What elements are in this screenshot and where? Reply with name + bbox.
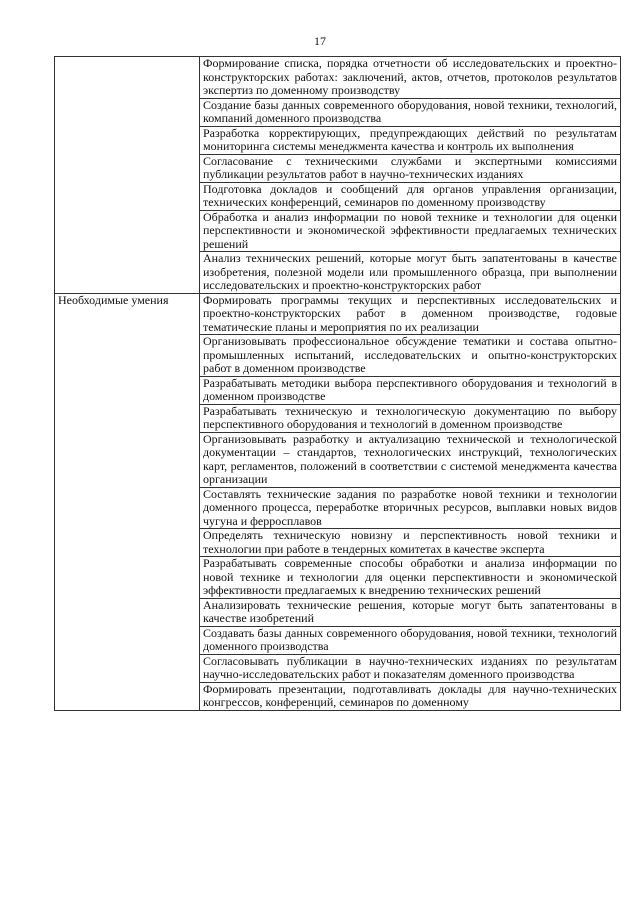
row-label-needed-skills: Необходимые умения: [55, 293, 200, 710]
table-cell-text: Создание базы данных современного оборудования, новой техники, технологий, компаний доменного производства: [200, 98, 621, 126]
table-cell-text: Подготовка докладов и сообщений для органов управления организации, технических конференций, семинаров по доменному производству: [200, 182, 621, 210]
table-cell-text: Разрабатывать техническую и технологическую документацию по выбору перспективного оборудования и технологий в доменном производстве: [200, 404, 621, 432]
table-cell-text: Согласовывать публикации в научно-технических изданиях по результатам научно-исследовательских работ и показателям доменного производства: [200, 654, 621, 682]
table-cell-text: Создавать базы данных современного оборудования, новой техники, технологий доменного производства: [200, 626, 621, 654]
table-cell-text: Составлять технические задания по разработке новой техники и технологии доменного процесса, переработке вторичных ресурсов, выплавки новых видов чугуна и ферросплавов: [200, 487, 621, 529]
table-cell-text: Согласование с техническими службами и экспертными комиссиями публикации результатов работ в научно-технических изданиях: [200, 154, 621, 182]
table-cell-text: Организовывать профессиональное обсуждение тематики и состава опытно-промышленных испытаний, исследовательских и опытно-конструкторских работ в доменном производстве: [200, 335, 621, 377]
requirements-table: [54, 56, 621, 711]
table-cell-text: Разрабатывать методики выбора перспективного оборудования и технологий в доменном производстве: [200, 376, 621, 404]
table-cell-text: Анализировать технические решения, которые могут быть запатентованы в качестве изобретений: [200, 598, 621, 626]
table-cell-text: Обработка и анализ информации по новой технике и технологии для оценки перспективности и экономической эффективности предлагаемых технических решений: [200, 210, 621, 252]
table-row: [55, 293, 621, 335]
table-cell-text: Анализ технических решений, которые могут быть запатентованы в качестве изобретения, полезной модели или промышленного образца, при выполнении исследовательских и проектно-конструкторских работ: [200, 252, 621, 294]
table-cell-text: Формировать презентации, подготавливать доклады для научно-технических конгрессов, конференций, семинаров по доменному: [200, 682, 621, 710]
table-cell-text: Формировать программы текущих и перспективных исследовательских и проектно-конструкторских работ в доменном производстве, годовые тематические планы и мероприятия по их реализации: [200, 293, 621, 335]
table-cell-text: Определять техническую новизну и перспективность новой техники и технологии при работе в тендерных комитетах в качестве эксперта: [200, 529, 621, 557]
table-row: [55, 57, 621, 99]
page-number: 17: [314, 34, 326, 48]
table-cell-text: Организовывать разработку и актуализацию технической и технологической документации – стандартов, технологических инструкций, технологических карт, регламентов, положений в соответствии с системой менеджмента качества организации: [200, 432, 621, 487]
table-cell-text: Разработка корректирующих, предупреждающих действий по результатам мониторинга системы менеджмента качества и контроль их выполнения: [200, 126, 621, 154]
table-cell-text: Формирование списка, порядка отчетности об исследовательских и проектно-конструкторских работах: заключений, актов, отчетов, протоколов результатов экспертиз по доменному производству: [200, 57, 621, 99]
row-label-empty: [55, 57, 200, 294]
table-cell-text: Разрабатывать современные способы обработки и анализа информации по новой технике и технологии для оценки перспективности и экономической эффективности предлагаемых к внедрению технических решений: [200, 557, 621, 599]
